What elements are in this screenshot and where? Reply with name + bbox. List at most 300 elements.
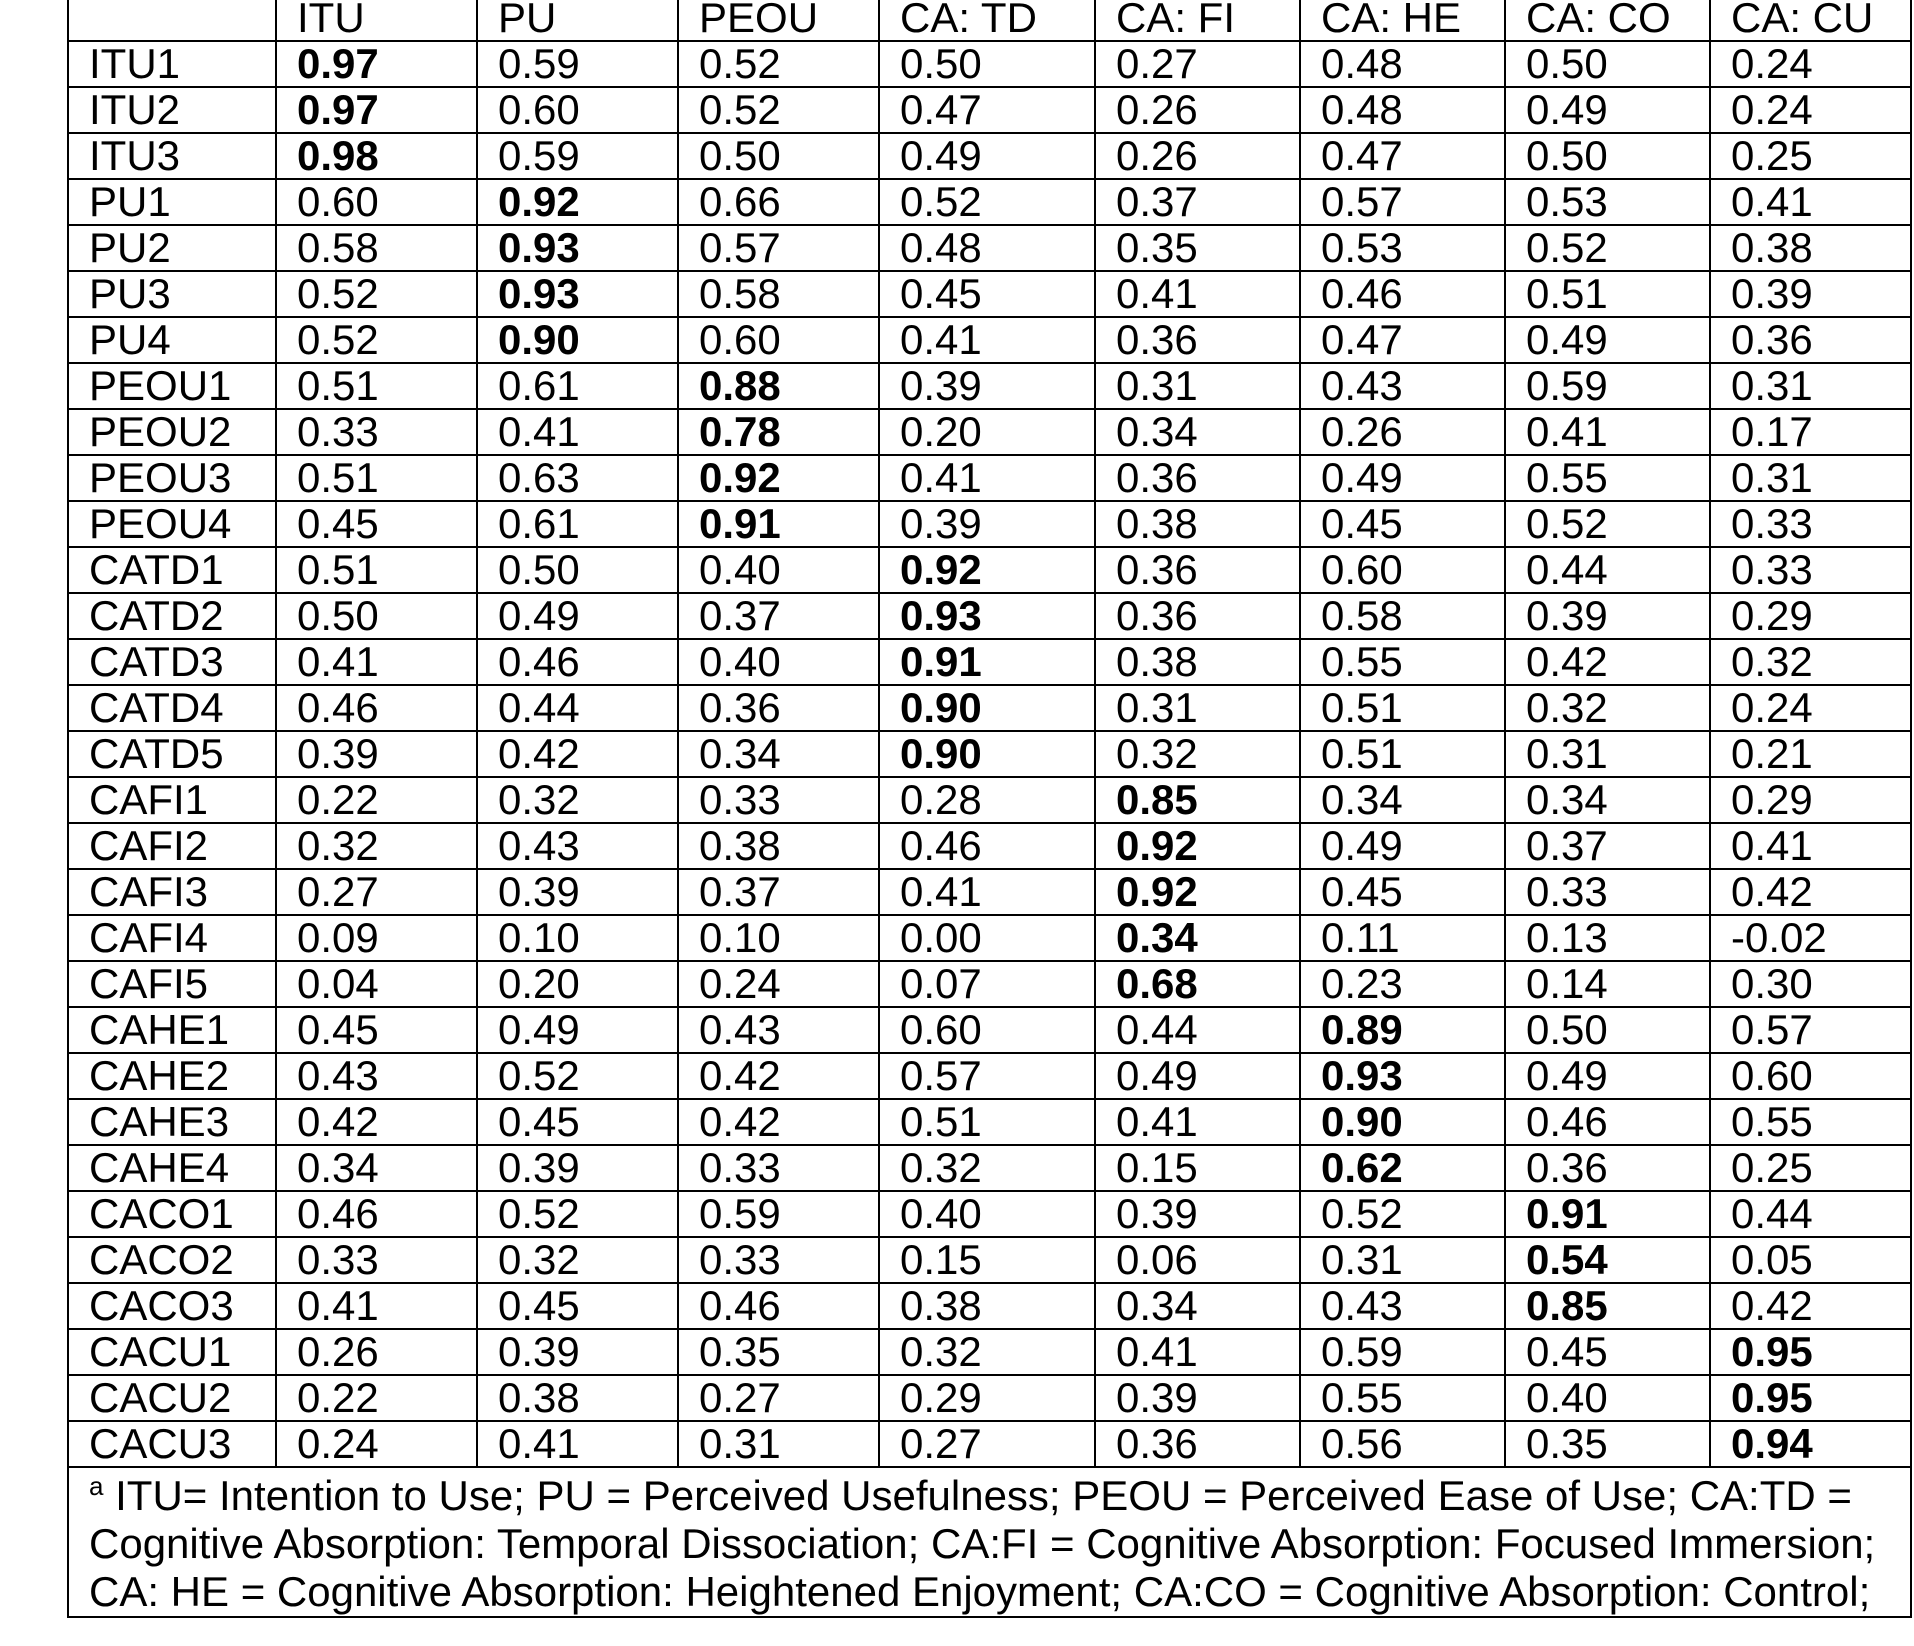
loading-cell: 0.24 — [678, 961, 879, 1007]
table-row — [68, 1099, 1911, 1145]
table-row — [68, 1421, 1911, 1467]
document-page — [67, 0, 1910, 1618]
loading-cell-highlight: 0.97 — [276, 41, 477, 87]
loading-cell-highlight: 0.62 — [1300, 1145, 1505, 1191]
table-row — [68, 915, 1911, 961]
table-row — [68, 1191, 1911, 1237]
loading-cell: 0.46 — [276, 685, 477, 731]
loading-cell: 0.32 — [477, 1237, 678, 1283]
loading-cell: 0.66 — [678, 179, 879, 225]
loading-cell: 0.48 — [1300, 41, 1505, 87]
loading-cell-highlight: 0.94 — [1710, 1421, 1911, 1467]
table-row — [68, 869, 1911, 915]
loading-cell: 0.47 — [1300, 133, 1505, 179]
loading-cell: 0.51 — [1505, 271, 1710, 317]
loading-cell: 0.44 — [1710, 1191, 1911, 1237]
loading-cell: 0.45 — [477, 1099, 678, 1145]
table-row — [68, 363, 1911, 409]
loading-cell: 0.43 — [1300, 1283, 1505, 1329]
loading-cell: 0.27 — [879, 1421, 1095, 1467]
loading-cell: 0.60 — [276, 179, 477, 225]
loading-cell: 0.14 — [1505, 961, 1710, 1007]
loading-cell: 0.48 — [1300, 87, 1505, 133]
row-label: PU1 — [68, 179, 276, 225]
loading-cell: 0.31 — [1710, 363, 1911, 409]
loading-cell: 0.22 — [276, 1375, 477, 1421]
header-row — [68, 0, 1911, 41]
row-label: CACO2 — [68, 1237, 276, 1283]
header-cell-column: CA: TD — [879, 0, 1095, 41]
row-label: PEOU3 — [68, 455, 276, 501]
loading-cell: 0.45 — [879, 271, 1095, 317]
row-label: CAFI1 — [68, 777, 276, 823]
loading-cell: 0.44 — [1505, 547, 1710, 593]
loading-cell: 0.50 — [1505, 1007, 1710, 1053]
loading-cell: 0.31 — [1095, 363, 1300, 409]
loading-cell: 0.42 — [1505, 639, 1710, 685]
loading-cell: 0.24 — [276, 1421, 477, 1467]
loading-cell: 0.29 — [1710, 593, 1911, 639]
table-body — [68, 41, 1911, 1467]
loading-cell: 0.38 — [1095, 639, 1300, 685]
loading-cell-highlight: 0.93 — [477, 225, 678, 271]
table-row — [68, 1145, 1911, 1191]
loading-cell: 0.34 — [276, 1145, 477, 1191]
loading-cell: 0.30 — [1710, 961, 1911, 1007]
row-label: PEOU2 — [68, 409, 276, 455]
loading-cell: 0.39 — [1710, 271, 1911, 317]
loading-cell: 0.33 — [1710, 501, 1911, 547]
loading-cell: 0.48 — [879, 225, 1095, 271]
row-label: ITU2 — [68, 87, 276, 133]
loading-cell: 0.31 — [1095, 685, 1300, 731]
loading-cell: 0.38 — [678, 823, 879, 869]
loading-cell: 0.53 — [1300, 225, 1505, 271]
loading-cell-highlight: 0.95 — [1710, 1375, 1911, 1421]
loading-cell: 0.50 — [678, 133, 879, 179]
loading-cell: 0.41 — [879, 869, 1095, 915]
loading-cell: 0.47 — [1300, 317, 1505, 363]
table-header — [68, 0, 1911, 41]
loading-cell: -0.02 — [1710, 915, 1911, 961]
loading-cell: 0.42 — [276, 1099, 477, 1145]
table-row — [68, 317, 1911, 363]
loading-cell: 0.39 — [1095, 1191, 1300, 1237]
header-cell-column: CA: HE — [1300, 0, 1505, 41]
header-cell-column: PU — [477, 0, 678, 41]
loading-cell: 0.46 — [477, 639, 678, 685]
loading-cell: 0.33 — [678, 777, 879, 823]
loading-cell: 0.43 — [477, 823, 678, 869]
loading-cell: 0.41 — [276, 639, 477, 685]
loading-cell: 0.57 — [1300, 179, 1505, 225]
loading-cell: 0.33 — [678, 1237, 879, 1283]
loading-cell: 0.55 — [1300, 639, 1505, 685]
loading-cell: 0.36 — [1505, 1145, 1710, 1191]
loading-cell: 0.40 — [1505, 1375, 1710, 1421]
loading-cell: 0.10 — [477, 915, 678, 961]
loading-cell: 0.32 — [879, 1329, 1095, 1375]
loading-cell: 0.32 — [276, 823, 477, 869]
loading-cell: 0.36 — [1710, 317, 1911, 363]
loading-cell: 0.46 — [276, 1191, 477, 1237]
loading-cell-highlight: 0.92 — [1095, 823, 1300, 869]
loading-cell: 0.57 — [1710, 1007, 1911, 1053]
loading-cell: 0.39 — [879, 501, 1095, 547]
loading-cell: 0.42 — [1710, 1283, 1911, 1329]
loading-cell: 0.49 — [879, 133, 1095, 179]
loading-cell: 0.05 — [1710, 1237, 1911, 1283]
loading-cell: 0.60 — [1300, 547, 1505, 593]
row-label: CAFI2 — [68, 823, 276, 869]
row-label: CAFI4 — [68, 915, 276, 961]
loading-cell: 0.55 — [1710, 1099, 1911, 1145]
row-label: PEOU4 — [68, 501, 276, 547]
loading-cell: 0.49 — [477, 593, 678, 639]
loading-cell: 0.32 — [477, 777, 678, 823]
table-row — [68, 1329, 1911, 1375]
row-label: CAHE2 — [68, 1053, 276, 1099]
loading-cell: 0.40 — [879, 1191, 1095, 1237]
loading-cell: 0.34 — [1300, 777, 1505, 823]
loading-cell: 0.26 — [1095, 87, 1300, 133]
loading-cell: 0.32 — [879, 1145, 1095, 1191]
loading-cell: 0.49 — [1300, 823, 1505, 869]
loading-cell: 0.52 — [477, 1191, 678, 1237]
header-cell-column: CA: CU — [1710, 0, 1911, 41]
row-label: ITU3 — [68, 133, 276, 179]
loading-cell: 0.47 — [879, 87, 1095, 133]
loading-cell-highlight: 0.92 — [879, 547, 1095, 593]
loading-cell-highlight: 0.90 — [1300, 1099, 1505, 1145]
loading-cell: 0.37 — [678, 593, 879, 639]
loading-cell: 0.38 — [1710, 225, 1911, 271]
row-label: CAHE1 — [68, 1007, 276, 1053]
loading-cell-highlight: 0.91 — [879, 639, 1095, 685]
footnote-cell — [68, 1467, 1911, 1617]
loading-cell: 0.51 — [276, 455, 477, 501]
loading-cell-highlight: 0.54 — [1505, 1237, 1710, 1283]
loading-cell: 0.27 — [678, 1375, 879, 1421]
loading-cell: 0.37 — [678, 869, 879, 915]
loading-cell: 0.49 — [1300, 455, 1505, 501]
loading-cell: 0.27 — [1095, 41, 1300, 87]
loading-cell: 0.41 — [1095, 1329, 1300, 1375]
loading-cell: 0.13 — [1505, 915, 1710, 961]
row-label: CACU1 — [68, 1329, 276, 1375]
loading-cell: 0.52 — [1505, 225, 1710, 271]
loading-cell: 0.33 — [678, 1145, 879, 1191]
loading-cell: 0.51 — [276, 363, 477, 409]
loading-cell: 0.28 — [879, 777, 1095, 823]
loading-cell: 0.61 — [477, 501, 678, 547]
loading-cell: 0.41 — [1505, 409, 1710, 455]
loading-cell: 0.39 — [1505, 593, 1710, 639]
loading-cell: 0.15 — [1095, 1145, 1300, 1191]
loading-cell: 0.00 — [879, 915, 1095, 961]
table-row — [68, 225, 1911, 271]
table-row — [68, 179, 1911, 225]
header-cell-column: PEOU — [678, 0, 879, 41]
loading-cell: 0.24 — [1710, 685, 1911, 731]
loading-cell: 0.32 — [1505, 685, 1710, 731]
loading-cell: 0.45 — [1300, 869, 1505, 915]
row-label: CACO1 — [68, 1191, 276, 1237]
loading-cell: 0.49 — [1505, 317, 1710, 363]
row-label: CATD1 — [68, 547, 276, 593]
loading-cell: 0.52 — [1300, 1191, 1505, 1237]
loading-cell-highlight: 0.91 — [1505, 1191, 1710, 1237]
row-label: CACO3 — [68, 1283, 276, 1329]
loading-cell: 0.50 — [1505, 41, 1710, 87]
loading-cell: 0.44 — [1095, 1007, 1300, 1053]
table-row — [68, 501, 1911, 547]
loading-cell: 0.07 — [879, 961, 1095, 1007]
loading-cell: 0.49 — [1095, 1053, 1300, 1099]
loading-cell: 0.49 — [477, 1007, 678, 1053]
loading-cell: 0.31 — [1710, 455, 1911, 501]
loading-cell: 0.33 — [1710, 547, 1911, 593]
loading-cell: 0.46 — [678, 1283, 879, 1329]
loading-cell: 0.09 — [276, 915, 477, 961]
row-label: CATD3 — [68, 639, 276, 685]
loading-cell-highlight: 0.89 — [1300, 1007, 1505, 1053]
loading-cell: 0.20 — [879, 409, 1095, 455]
loading-cell: 0.17 — [1710, 409, 1911, 455]
loading-cell: 0.25 — [1710, 133, 1911, 179]
loading-cell: 0.52 — [276, 271, 477, 317]
table-row — [68, 547, 1911, 593]
loading-cell: 0.32 — [1095, 731, 1300, 777]
loading-cell: 0.34 — [1095, 1283, 1300, 1329]
table-row — [68, 133, 1911, 179]
loading-cell: 0.52 — [879, 179, 1095, 225]
loading-cell: 0.21 — [1710, 731, 1911, 777]
loading-cell: 0.34 — [1095, 409, 1300, 455]
row-label: CAHE4 — [68, 1145, 276, 1191]
loading-cell: 0.39 — [276, 731, 477, 777]
loading-cell: 0.39 — [477, 869, 678, 915]
loading-cell: 0.15 — [879, 1237, 1095, 1283]
loading-cell: 0.42 — [678, 1053, 879, 1099]
loading-cell: 0.60 — [879, 1007, 1095, 1053]
loading-cell: 0.37 — [1095, 179, 1300, 225]
loading-cell: 0.51 — [1300, 731, 1505, 777]
loading-cell: 0.58 — [276, 225, 477, 271]
table-row — [68, 823, 1911, 869]
loading-cell: 0.60 — [1710, 1053, 1911, 1099]
header-cell-item — [68, 0, 276, 41]
loading-cell: 0.24 — [1710, 87, 1911, 133]
header-cell-column: CA: FI — [1095, 0, 1300, 41]
loading-cell-highlight: 0.34 — [1095, 915, 1300, 961]
loading-cell: 0.51 — [879, 1099, 1095, 1145]
loading-cell: 0.43 — [678, 1007, 879, 1053]
table-row — [68, 961, 1911, 1007]
loading-cell: 0.38 — [477, 1375, 678, 1421]
loading-cell: 0.45 — [477, 1283, 678, 1329]
table-row — [68, 1007, 1911, 1053]
loading-cell: 0.57 — [678, 225, 879, 271]
loading-cell: 0.50 — [477, 547, 678, 593]
loading-cell: 0.26 — [1300, 409, 1505, 455]
loading-cell: 0.24 — [1710, 41, 1911, 87]
loading-cell-highlight: 0.92 — [1095, 869, 1300, 915]
footnote-row — [68, 1467, 1911, 1617]
loading-cell: 0.26 — [276, 1329, 477, 1375]
loading-cell: 0.42 — [477, 731, 678, 777]
table-row — [68, 87, 1911, 133]
loading-cell: 0.46 — [879, 823, 1095, 869]
loading-cell: 0.35 — [1505, 1421, 1710, 1467]
table-row — [68, 1053, 1911, 1099]
loading-cell-highlight: 0.85 — [1505, 1283, 1710, 1329]
loading-cell: 0.41 — [879, 455, 1095, 501]
table-row — [68, 685, 1911, 731]
loading-cell: 0.42 — [678, 1099, 879, 1145]
loading-cell: 0.45 — [1300, 501, 1505, 547]
loading-cell: 0.55 — [1300, 1375, 1505, 1421]
loading-cell: 0.41 — [1095, 271, 1300, 317]
table-row — [68, 777, 1911, 823]
loading-cell-highlight: 0.90 — [879, 731, 1095, 777]
table-row — [68, 455, 1911, 501]
loading-cell: 0.52 — [276, 317, 477, 363]
loading-cell-highlight: 0.68 — [1095, 961, 1300, 1007]
loading-cell-highlight: 0.85 — [1095, 777, 1300, 823]
loading-cell: 0.04 — [276, 961, 477, 1007]
loading-cell-highlight: 0.90 — [477, 317, 678, 363]
table-row — [68, 41, 1911, 87]
loading-cell: 0.36 — [1095, 593, 1300, 639]
row-label: PEOU1 — [68, 363, 276, 409]
loading-cell: 0.55 — [1505, 455, 1710, 501]
loading-cell: 0.51 — [276, 547, 477, 593]
loading-cell: 0.50 — [879, 41, 1095, 87]
loading-cell: 0.59 — [477, 41, 678, 87]
loading-cell: 0.41 — [1710, 823, 1911, 869]
loading-cell: 0.45 — [276, 501, 477, 547]
loading-cell: 0.50 — [276, 593, 477, 639]
loading-cell: 0.29 — [879, 1375, 1095, 1421]
row-label: CAHE3 — [68, 1099, 276, 1145]
loading-cell-highlight: 0.91 — [678, 501, 879, 547]
loading-cell: 0.53 — [1505, 179, 1710, 225]
loading-cell: 0.29 — [1710, 777, 1911, 823]
loading-cell: 0.58 — [678, 271, 879, 317]
loading-cell: 0.36 — [1095, 1421, 1300, 1467]
table-row — [68, 731, 1911, 777]
loading-cell: 0.42 — [1710, 869, 1911, 915]
loading-cell: 0.41 — [1710, 179, 1911, 225]
loading-cell-highlight: 0.78 — [678, 409, 879, 455]
row-label: CAFI3 — [68, 869, 276, 915]
loading-cell: 0.41 — [879, 317, 1095, 363]
row-label: PU3 — [68, 271, 276, 317]
loading-cell: 0.34 — [678, 731, 879, 777]
loading-cell: 0.52 — [678, 87, 879, 133]
loading-cell: 0.63 — [477, 455, 678, 501]
loading-cell: 0.11 — [1300, 915, 1505, 961]
loading-cell: 0.59 — [1505, 363, 1710, 409]
loading-cell: 0.27 — [276, 869, 477, 915]
loading-cell: 0.41 — [477, 1421, 678, 1467]
loading-cell: 0.36 — [1095, 317, 1300, 363]
loading-cell: 0.39 — [477, 1329, 678, 1375]
loading-cell: 0.46 — [1505, 1099, 1710, 1145]
row-label: ITU1 — [68, 41, 276, 87]
loading-cell: 0.26 — [1095, 133, 1300, 179]
loading-cell: 0.20 — [477, 961, 678, 1007]
loading-cell: 0.59 — [1300, 1329, 1505, 1375]
loading-cell: 0.44 — [477, 685, 678, 731]
loading-cell: 0.60 — [678, 317, 879, 363]
header-cell-column: CA: CO — [1505, 0, 1710, 41]
loading-cell: 0.41 — [276, 1283, 477, 1329]
table-row — [68, 1237, 1911, 1283]
loading-cell: 0.59 — [477, 133, 678, 179]
loading-cell: 0.37 — [1505, 823, 1710, 869]
table-row — [68, 639, 1911, 685]
loading-cell: 0.60 — [477, 87, 678, 133]
loading-cell-highlight: 0.95 — [1710, 1329, 1911, 1375]
loading-cell: 0.46 — [1300, 271, 1505, 317]
loading-cell: 0.35 — [1095, 225, 1300, 271]
loading-cell: 0.10 — [678, 915, 879, 961]
loading-cell-highlight: 0.93 — [477, 271, 678, 317]
table-row — [68, 593, 1911, 639]
loading-cell: 0.58 — [1300, 593, 1505, 639]
loading-cell-highlight: 0.93 — [1300, 1053, 1505, 1099]
loading-cell: 0.31 — [1300, 1237, 1505, 1283]
loading-cell: 0.38 — [1095, 501, 1300, 547]
loading-cell: 0.25 — [1710, 1145, 1911, 1191]
loading-cell: 0.57 — [879, 1053, 1095, 1099]
loading-cell: 0.43 — [276, 1053, 477, 1099]
row-label: PU2 — [68, 225, 276, 271]
loadings-table — [67, 0, 1912, 1618]
loading-cell: 0.33 — [276, 409, 477, 455]
loading-cell-highlight: 0.88 — [678, 363, 879, 409]
loading-cell: 0.61 — [477, 363, 678, 409]
loading-cell: 0.41 — [1095, 1099, 1300, 1145]
row-label: CAFI5 — [68, 961, 276, 1007]
table-footer — [68, 1467, 1911, 1617]
loading-cell: 0.33 — [276, 1237, 477, 1283]
loading-cell: 0.45 — [1505, 1329, 1710, 1375]
loading-cell: 0.41 — [477, 409, 678, 455]
loading-cell: 0.56 — [1300, 1421, 1505, 1467]
loading-cell: 0.51 — [1300, 685, 1505, 731]
loading-cell: 0.52 — [477, 1053, 678, 1099]
loading-cell: 0.36 — [678, 685, 879, 731]
loading-cell: 0.32 — [1710, 639, 1911, 685]
loading-cell-highlight: 0.97 — [276, 87, 477, 133]
loading-cell: 0.36 — [1095, 547, 1300, 593]
loading-cell: 0.35 — [678, 1329, 879, 1375]
row-label: CACU3 — [68, 1421, 276, 1467]
loading-cell: 0.49 — [1505, 1053, 1710, 1099]
loading-cell: 0.31 — [678, 1421, 879, 1467]
loading-cell: 0.59 — [678, 1191, 879, 1237]
table-row — [68, 409, 1911, 455]
header-cell-column: ITU — [276, 0, 477, 41]
loading-cell: 0.52 — [1505, 501, 1710, 547]
loading-cell: 0.52 — [678, 41, 879, 87]
table-row — [68, 271, 1911, 317]
loading-cell: 0.23 — [1300, 961, 1505, 1007]
loading-cell-highlight: 0.93 — [879, 593, 1095, 639]
